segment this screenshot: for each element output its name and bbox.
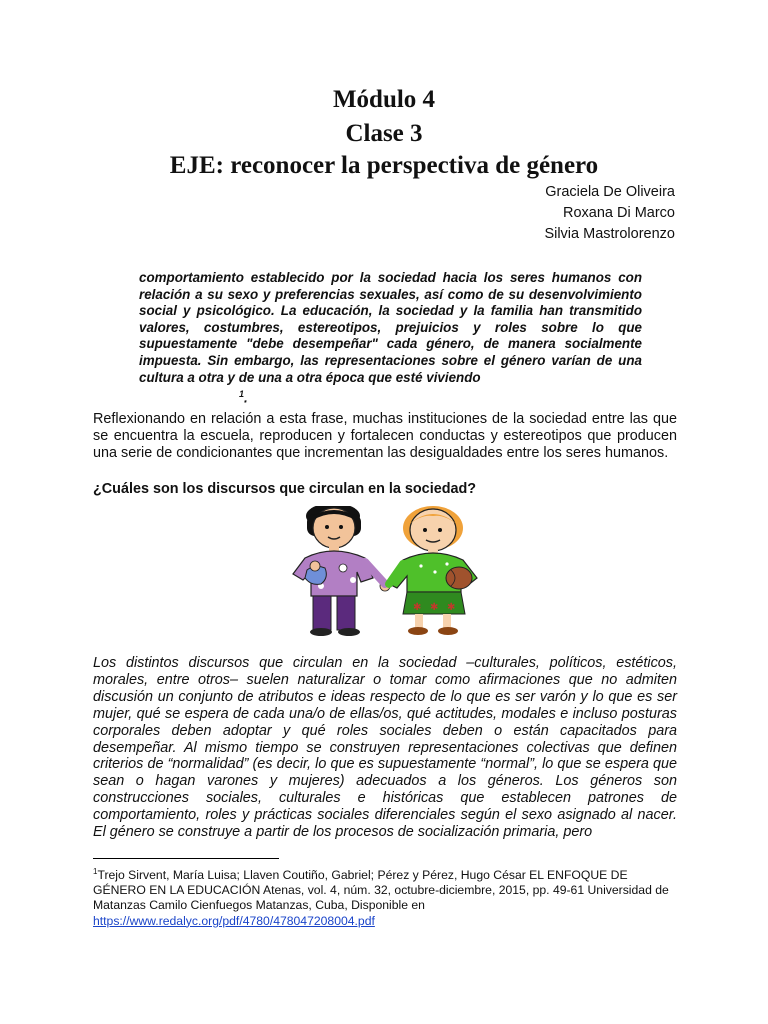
class-heading: Clase 3 — [345, 120, 423, 147]
quote-text: comportamiento establecido por la sociedad hacia los seres humanos con relación a su sexo y preferencias sexuales, así como de su desenvolvimiento social y psicológico. La educación, la sociedad y la familia han transmitido valores, costumbres, estereotipos, prejuicios y roles sobre lo que supuestamente "debe desempeñar" cada género, de manera socialmente impuesta. Sin embargo, las representaciones sobre el género varían de una cultura a otra y de una a otra época que esté viviendo — [139, 270, 642, 385]
author-name: Roxana Di Marco — [562, 205, 675, 221]
footnote-link[interactable]: https://www.redalyc.org/pdf/4780/478047208004.pdf — [93, 913, 375, 928]
svg-text:✱: ✱ — [447, 602, 456, 613]
reflection-paragraph: Reflexionando en relación a esta frase, muchas instituciones de la sociedad entre las que se encuentra la escuela, reproducen y fortalecen conductas y estereotipos que producen una serie de condicionantes que incrementan las desigualdades entre los seres humanos. — [93, 411, 677, 461]
author-name: Silvia Mastrolorenzo — [544, 226, 675, 242]
module-heading: Módulo 4 — [332, 86, 436, 113]
girl-orange-hair-figure — [389, 506, 477, 635]
author-list — [544, 182, 675, 245]
footnote-number: 1 — [93, 867, 98, 876]
document-title: EJE: reconocer la perspectiva de género — [169, 152, 599, 179]
footnote-text: Trejo Sirvent, María Luisa; Llaven Coutiño, Gabriel; Pérez y Pérez, Hugo César EL ENFOQUE DE GÉNERO EN LA EDUCACIÓN Atenas, vol. 4, núm. 32, octubre-diciembre, 2015, pp. 49-61 Universidad de Matanzas Camilo Cienfuegos Matanzas, Cuba, Disponible en — [93, 868, 669, 913]
section-question: ¿Cuáles son los discursos que circulan en la sociedad? — [93, 481, 477, 497]
quote-end: . — [244, 390, 248, 406]
girl-dark-hair-figure — [293, 506, 390, 636]
footnote-reference[interactable]: 1 — [239, 389, 245, 400]
svg-text:✱: ✱ — [413, 602, 422, 613]
children-illustration — [285, 506, 485, 638]
footnote — [93, 864, 683, 929]
discourses-paragraph: Los distintos discursos que circulan en la sociedad –culturales, políticos, estéticos, morales, entre otros– suelen naturalizar o tomar como afirmaciones que no admiten discusión un conjunto de atributos e ideas respecto de lo que es ser varón y lo que es ser mujer, qué se espera de cada una/o de ellas/os, qué actitudes, modales e incluso posturas corporales deben adoptar y qué roles sociales deben o están capacitados para desempeñar. Al mismo tiempo se construyen representaciones colectivas que definen criterios de “normalidad” (es decir, lo que es supuestamente “normal”, lo que se espera que sean o hagan varones y mujeres) adecuados a los géneros. Los géneros son construcciones sociales, culturales e históricas que establecen patrones de comportamiento, roles y prácticas sociales diferenciales según el sexo asignado al nacer. El género se construye a partir de los procesos de socialización primaria, pero — [93, 655, 677, 841]
block-quote — [139, 270, 642, 407]
svg-text:✱: ✱ — [430, 602, 439, 613]
author-name: Graciela De Oliveira — [545, 184, 675, 200]
footnote-divider — [93, 858, 279, 859]
